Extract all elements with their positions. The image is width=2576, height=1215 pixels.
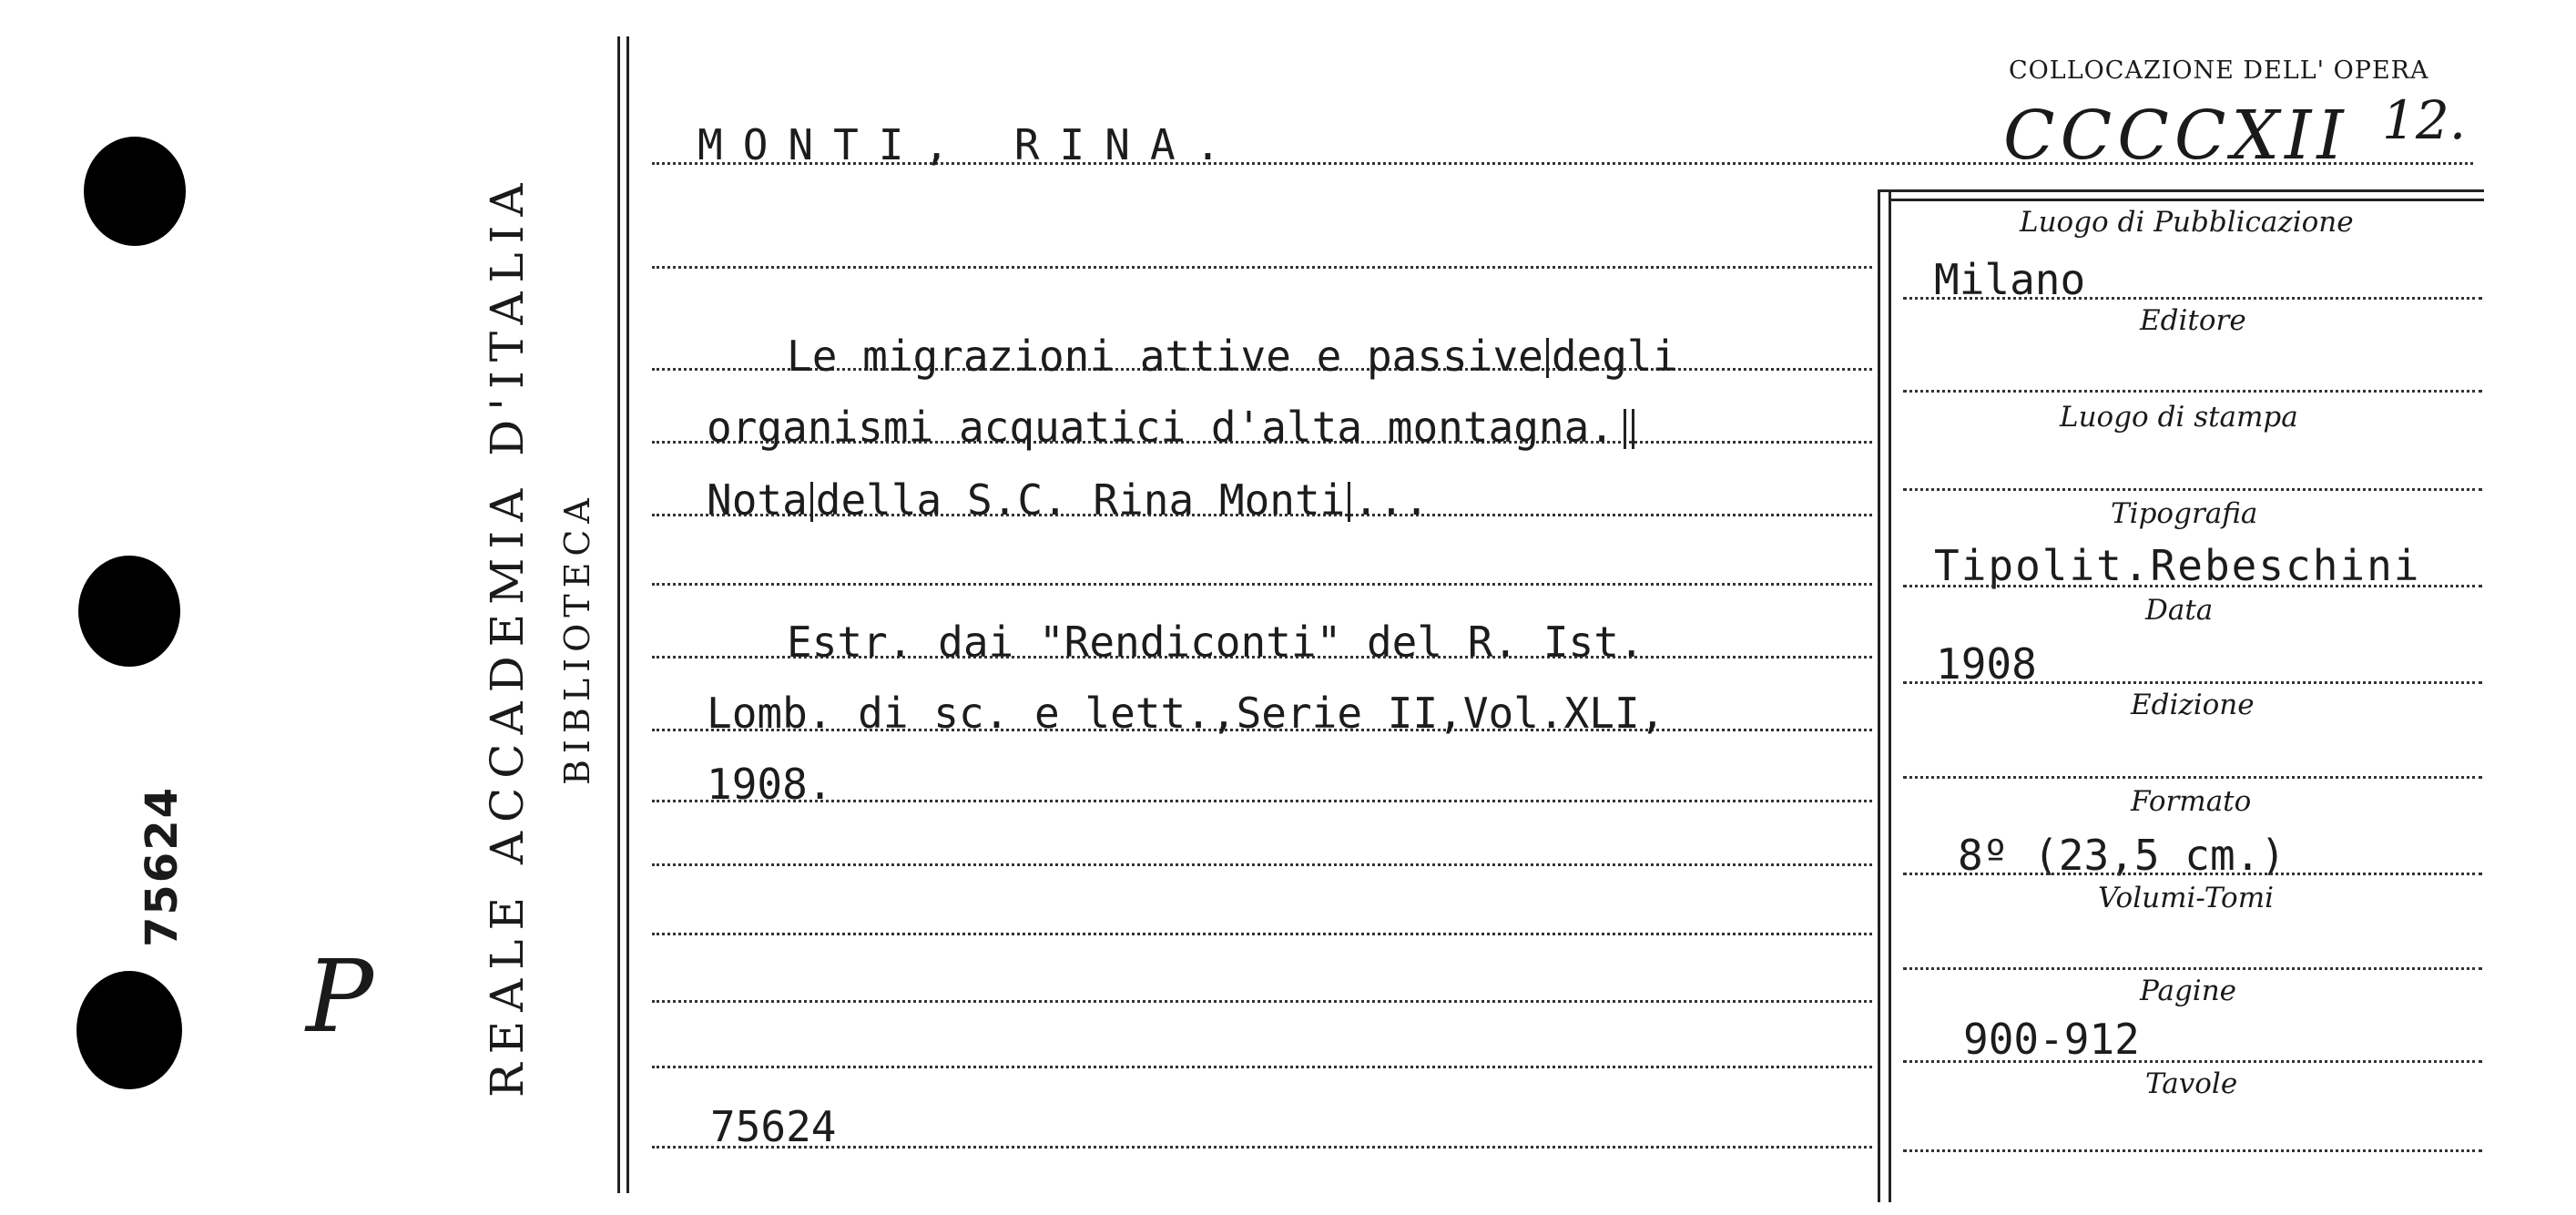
notes-line-3: 1908. xyxy=(707,760,833,809)
author-heading: MONTI, RINA. xyxy=(697,120,1241,169)
panel-left-border-inner xyxy=(1889,191,1891,1202)
label-publisher: Editore xyxy=(2140,304,2246,337)
label-pages: Pagine xyxy=(2140,975,2237,1007)
value-printer: Tipolit.Rebeschini xyxy=(1934,541,2421,590)
ruled-line xyxy=(652,863,1872,866)
panel-top-border xyxy=(1878,189,2484,192)
label-volumes: Volumi-Tomi xyxy=(2098,882,2275,914)
stamp-number: 75624 xyxy=(137,786,188,947)
separator-bar xyxy=(1546,338,1549,378)
label-place-of-printing: Luogo di stampa xyxy=(2060,401,2298,434)
notes-line-2: Lomb. di sc. e lett.,Serie II,Vol.XLI, xyxy=(707,689,1665,738)
ruled-line xyxy=(652,933,1872,935)
left-margin-rule xyxy=(617,36,620,1193)
ruled-line xyxy=(652,1000,1872,1003)
panel-line xyxy=(1903,967,2482,970)
label-plates: Tavole xyxy=(2145,1067,2238,1100)
label-date: Data xyxy=(2145,594,2214,627)
label-place-of-publication: Luogo di Pubblicazione xyxy=(2020,206,2354,239)
panel-top-border-inner xyxy=(1889,199,2484,201)
title-part: ... xyxy=(1353,475,1430,525)
panel-left-border xyxy=(1878,191,1880,1202)
punch-hole-top xyxy=(84,137,186,246)
institution-name: REALE ACCADEMIA D'ITALIA xyxy=(481,174,534,1098)
label-edition: Edizione xyxy=(2131,689,2255,721)
title-line-2 xyxy=(707,403,1644,452)
separator-bar xyxy=(1348,482,1350,522)
library-name: BIBLIOTECA xyxy=(557,492,597,785)
value-pages: 900-912 xyxy=(1963,1015,2140,1064)
punch-hole-middle xyxy=(78,556,180,667)
punch-hole-bottom xyxy=(76,971,182,1089)
value-date: 1908 xyxy=(1936,639,2037,689)
ruled-line xyxy=(652,800,1872,802)
notes-line-1: Estr. dai "Rendiconti" del R. Ist. xyxy=(787,618,1644,667)
separator-bar xyxy=(810,482,813,522)
panel-line xyxy=(1903,488,2482,491)
title-line-1 xyxy=(787,332,1677,381)
collocation-header: COLLOCAZIONE DELL' OPERA xyxy=(2009,56,2429,85)
handwritten-mark: P xyxy=(306,938,374,1055)
title-line-3 xyxy=(707,475,1429,525)
panel-line xyxy=(1903,776,2482,779)
panel-line xyxy=(1903,1060,2482,1063)
title-part: organismi acquatici d'alta montagna. xyxy=(707,403,1614,452)
title-part: degli xyxy=(1551,332,1678,381)
ruled-line xyxy=(652,266,1872,269)
ruled-line xyxy=(652,583,1872,586)
panel-line xyxy=(1903,585,2482,587)
inventory-number: 75624 xyxy=(710,1102,837,1151)
ruled-line xyxy=(652,1066,1872,1068)
value-place-of-publication: Milano xyxy=(1934,255,2086,304)
panel-line xyxy=(1903,390,2482,393)
value-format: 8º (23,5 cm.) xyxy=(1958,831,2286,880)
title-part: della S.C. Rina Monti xyxy=(815,475,1346,525)
collocation-suffix: 12. xyxy=(2382,89,2467,151)
title-part: Nota xyxy=(707,475,808,525)
panel-line xyxy=(1903,297,2482,300)
label-format: Formato xyxy=(2131,785,2252,818)
title-part: Le migrazioni attive e passive xyxy=(787,332,1543,381)
panel-line xyxy=(1903,681,2482,684)
left-margin-rule-inner xyxy=(626,36,629,1193)
panel-line xyxy=(1903,873,2482,875)
panel-line xyxy=(1903,1149,2482,1152)
collocation-value: CCCCXII xyxy=(2003,97,2349,175)
label-printer: Tipografia xyxy=(2111,497,2258,530)
double-separator-bar xyxy=(1624,409,1634,449)
